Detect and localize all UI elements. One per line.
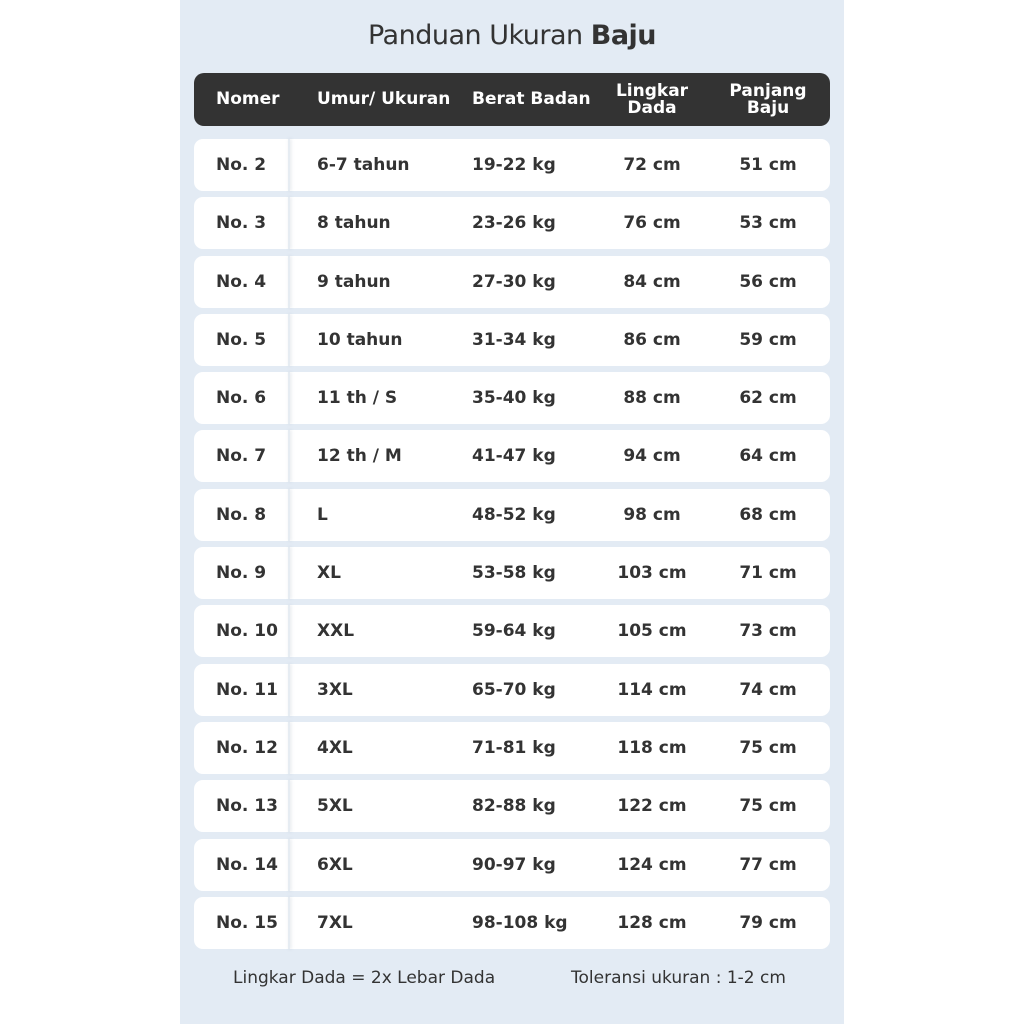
size-chart-panel bbox=[180, 0, 844, 1024]
table-row bbox=[194, 314, 830, 366]
cell-berat: 27-30 kg bbox=[472, 271, 556, 292]
cell-nomer: No. 8 bbox=[216, 504, 267, 525]
row-divider bbox=[288, 605, 290, 657]
row-divider bbox=[288, 780, 290, 832]
table-row bbox=[194, 256, 830, 308]
row-divider bbox=[288, 839, 290, 891]
cell-berat: 82-88 kg bbox=[472, 796, 556, 817]
cell-umur: 12 th / M bbox=[317, 446, 402, 467]
cell-berat: 19-22 kg bbox=[472, 155, 556, 175]
cell-panjang-baju: 75 cm bbox=[739, 796, 797, 817]
cell-umur: L bbox=[317, 504, 328, 525]
table-row bbox=[194, 547, 830, 599]
header-dada-line1: Lingkar bbox=[615, 80, 689, 101]
cell-lingkar-dada: 103 cm bbox=[617, 563, 687, 584]
row-divider bbox=[288, 547, 290, 599]
row-divider bbox=[288, 489, 290, 541]
row-divider bbox=[288, 139, 290, 191]
cell-panjang-baju: 68 cm bbox=[739, 504, 797, 525]
cell-nomer: No. 14 bbox=[216, 854, 278, 875]
cell-nomer: No. 10 bbox=[216, 621, 278, 642]
cell-umur: XL bbox=[317, 563, 341, 584]
cell-lingkar-dada: 124 cm bbox=[617, 854, 687, 875]
cell-umur: 8 tahun bbox=[317, 213, 391, 234]
cell-lingkar-dada: 105 cm bbox=[617, 621, 687, 642]
table-row bbox=[194, 605, 830, 657]
cell-nomer: No. 9 bbox=[216, 563, 267, 584]
cell-berat: 23-26 kg bbox=[472, 213, 556, 234]
cell-berat: 41-47 kg bbox=[472, 446, 556, 467]
cell-nomer: No. 13 bbox=[216, 796, 278, 817]
cell-lingkar-dada: 98 cm bbox=[623, 504, 681, 525]
cell-panjang-baju: 75 cm bbox=[739, 737, 797, 758]
cell-umur: 7XL bbox=[317, 912, 353, 933]
footer-note-toleransi: Toleransi ukuran : 1-2 cm bbox=[571, 968, 786, 988]
cell-lingkar-dada: 76 cm bbox=[623, 213, 681, 234]
table-row bbox=[194, 197, 830, 249]
cell-panjang-baju: 64 cm bbox=[739, 446, 797, 467]
table-row bbox=[194, 430, 830, 482]
header-panjang-baju bbox=[715, 73, 821, 126]
table-row bbox=[194, 722, 830, 774]
cell-panjang-baju: 53 cm bbox=[739, 213, 797, 234]
row-divider bbox=[288, 256, 290, 308]
row-divider bbox=[288, 664, 290, 716]
cell-lingkar-dada: 88 cm bbox=[623, 388, 681, 409]
cell-nomer: No. 7 bbox=[216, 446, 267, 467]
title-light: Panduan Ukuran bbox=[367, 20, 591, 51]
table-header bbox=[194, 73, 830, 126]
cell-umur: 3XL bbox=[317, 679, 353, 700]
cell-umur: 10 tahun bbox=[317, 329, 403, 350]
header-lingkar-dada bbox=[599, 73, 705, 126]
table-row bbox=[194, 664, 830, 716]
cell-umur: 4XL bbox=[317, 737, 353, 758]
row-divider bbox=[288, 430, 290, 482]
page-title bbox=[180, 20, 844, 51]
cell-panjang-baju: 56 cm bbox=[739, 271, 797, 292]
cell-lingkar-dada: 118 cm bbox=[617, 737, 687, 758]
cell-umur: 11 th / S bbox=[317, 388, 398, 409]
cell-nomer: No. 4 bbox=[216, 271, 267, 292]
table-row bbox=[194, 780, 830, 832]
header-panjang-line2: Baju bbox=[746, 97, 790, 118]
cell-umur: 5XL bbox=[317, 796, 353, 817]
cell-berat: 53-58 kg bbox=[472, 563, 556, 584]
cell-berat: 31-34 kg bbox=[472, 329, 556, 350]
table-row bbox=[194, 489, 830, 541]
cell-berat: 98-108 kg bbox=[472, 912, 568, 933]
row-divider bbox=[288, 372, 290, 424]
cell-lingkar-dada: 72 cm bbox=[623, 155, 681, 175]
cell-panjang-baju: 71 cm bbox=[739, 563, 797, 584]
header-umur: Umur/ Ukuran bbox=[317, 89, 451, 109]
cell-panjang-baju: 74 cm bbox=[739, 679, 797, 700]
cell-lingkar-dada: 114 cm bbox=[617, 679, 687, 700]
cell-umur: 6XL bbox=[317, 854, 353, 875]
cell-berat: 71-81 kg bbox=[472, 737, 556, 758]
cell-nomer: No. 3 bbox=[216, 213, 267, 234]
header-nomer: Nomer bbox=[216, 89, 280, 109]
header-berat: Berat Badan bbox=[472, 89, 591, 109]
footer-note-lingkar: Lingkar Dada = 2x Lebar Dada bbox=[233, 968, 496, 988]
cell-nomer: No. 2 bbox=[216, 155, 267, 175]
cell-nomer: No. 6 bbox=[216, 388, 267, 409]
header-panjang-line1: Panjang bbox=[729, 80, 807, 101]
row-divider bbox=[288, 897, 290, 949]
header-dada-line2: Dada bbox=[627, 97, 677, 118]
cell-panjang-baju: 77 cm bbox=[739, 854, 797, 875]
row-divider bbox=[288, 314, 290, 366]
cell-umur: XXL bbox=[317, 621, 355, 642]
title-bold: Baju bbox=[590, 20, 657, 51]
cell-berat: 65-70 kg bbox=[472, 679, 556, 700]
cell-panjang-baju: 79 cm bbox=[739, 912, 797, 933]
cell-nomer: No. 11 bbox=[216, 679, 278, 700]
cell-nomer: No. 15 bbox=[216, 912, 278, 933]
cell-panjang-baju: 51 cm bbox=[739, 155, 797, 175]
table-body bbox=[194, 139, 830, 955]
table-row bbox=[194, 139, 830, 191]
cell-lingkar-dada: 128 cm bbox=[617, 912, 687, 933]
cell-panjang-baju: 62 cm bbox=[739, 388, 797, 409]
table-row bbox=[194, 839, 830, 891]
cell-berat: 90-97 kg bbox=[472, 854, 556, 875]
cell-panjang-baju: 73 cm bbox=[739, 621, 797, 642]
row-divider bbox=[288, 197, 290, 249]
table-row bbox=[194, 372, 830, 424]
cell-lingkar-dada: 122 cm bbox=[617, 796, 687, 817]
cell-nomer: No. 12 bbox=[216, 737, 278, 758]
cell-lingkar-dada: 86 cm bbox=[623, 329, 681, 350]
cell-lingkar-dada: 94 cm bbox=[623, 446, 681, 467]
row-divider bbox=[288, 722, 290, 774]
cell-lingkar-dada: 84 cm bbox=[623, 271, 681, 292]
table-row bbox=[194, 897, 830, 949]
cell-umur: 9 tahun bbox=[317, 271, 391, 292]
cell-berat: 48-52 kg bbox=[472, 504, 556, 525]
cell-berat: 35-40 kg bbox=[472, 388, 556, 409]
cell-nomer: No. 5 bbox=[216, 329, 267, 350]
cell-berat: 59-64 kg bbox=[472, 621, 556, 642]
cell-panjang-baju: 59 cm bbox=[739, 329, 797, 350]
cell-umur: 6-7 tahun bbox=[317, 155, 410, 175]
